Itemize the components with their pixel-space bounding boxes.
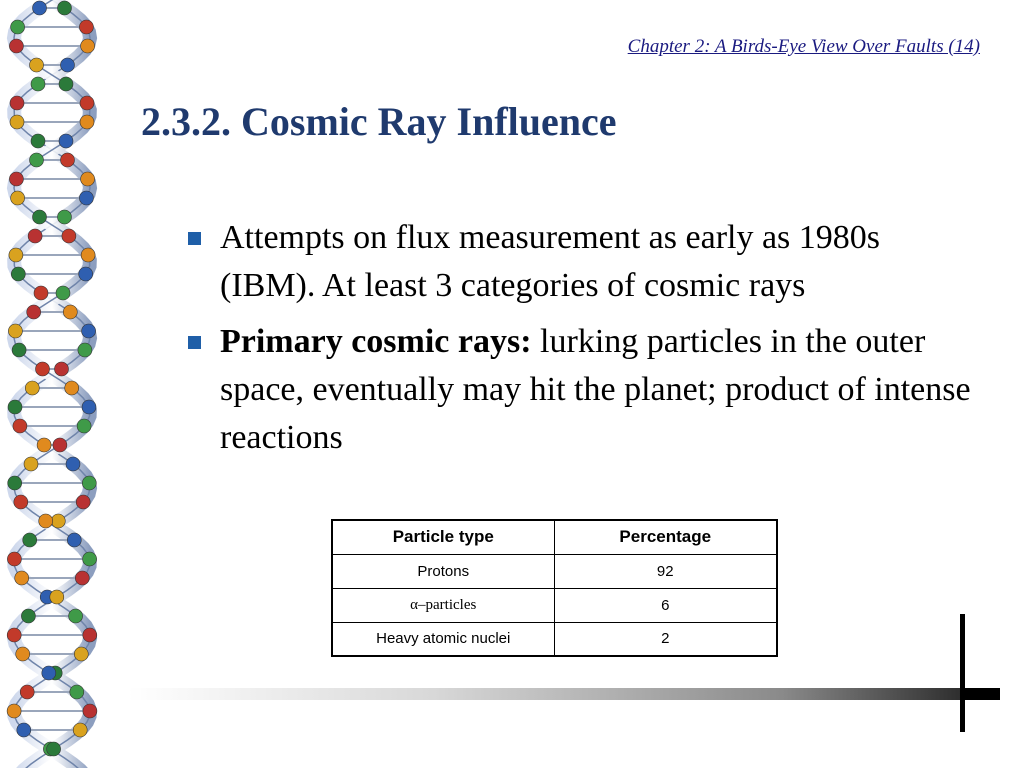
- helix-bead: [47, 742, 61, 756]
- bullet-lead: Primary cosmic rays:: [220, 323, 532, 360]
- helix-bead: [8, 400, 22, 414]
- helix-bead: [42, 666, 56, 680]
- helix-bead: [80, 115, 94, 129]
- table-cell: 92: [554, 554, 777, 588]
- bullet-item: [186, 214, 976, 310]
- table-cell: 6: [554, 588, 777, 622]
- bullet-list: [186, 214, 976, 470]
- helix-bead: [39, 514, 53, 528]
- bullet-text: Attempts on flux measurement as early as 1980s (IBM). At least 3 categories of cosmic rays: [220, 219, 881, 304]
- helix-bead: [31, 77, 45, 91]
- helix-bead: [80, 96, 94, 110]
- chapter-header: Chapter 2: A Birds-Eye View Over Faults (14): [627, 36, 980, 57]
- helix-bead: [10, 96, 24, 110]
- slide-title: 2.3.2. Cosmic Ray Influence: [141, 99, 617, 144]
- helix-bead: [25, 381, 39, 395]
- helix-bead: [24, 457, 38, 471]
- table-row: [332, 554, 777, 588]
- helix-bead: [8, 476, 22, 490]
- helix-bead: [50, 590, 64, 604]
- footer-gradient-bar: [128, 688, 1000, 700]
- helix-bead: [82, 324, 96, 338]
- dna-helix-icon: [0, 0, 110, 768]
- helix-bead: [10, 115, 24, 129]
- helix-bead: [9, 172, 23, 186]
- helix-bead: [34, 286, 48, 300]
- dna-helix-decoration: [0, 0, 110, 768]
- helix-bead: [58, 210, 72, 224]
- table-cell: 2: [554, 622, 777, 656]
- helix-bead: [15, 571, 29, 585]
- column-header: Percentage: [554, 520, 777, 554]
- helix-bead: [23, 533, 37, 547]
- helix-bead: [11, 191, 25, 205]
- helix-bead: [36, 362, 50, 376]
- bullet-text: lurking particles in the outer space, eventually may hit the planet; product of intense reactions: [220, 323, 971, 456]
- helix-bead: [78, 343, 92, 357]
- helix-bead: [59, 134, 73, 148]
- helix-bead: [37, 438, 51, 452]
- helix-bead: [82, 476, 96, 490]
- table-row: [332, 588, 777, 622]
- helix-bead: [14, 495, 28, 509]
- column-header: Particle type: [332, 520, 554, 554]
- square-bullet-icon: [188, 232, 201, 245]
- helix-bead: [62, 229, 76, 243]
- helix-bead: [13, 419, 27, 433]
- helix-bead: [77, 419, 91, 433]
- bullet-item: [186, 318, 976, 462]
- helix-bead: [17, 723, 31, 737]
- helix-bead: [79, 191, 93, 205]
- helix-bead: [81, 248, 95, 262]
- table-cell: Heavy atomic nuclei: [332, 622, 554, 656]
- helix-bead: [83, 628, 97, 642]
- helix-bead: [7, 552, 21, 566]
- helix-bead: [58, 1, 72, 15]
- helix-bead: [69, 609, 83, 623]
- helix-bead: [73, 723, 87, 737]
- helix-bead: [33, 1, 47, 15]
- helix-bead: [16, 647, 30, 661]
- table-header-row: [332, 520, 777, 554]
- helix-bead: [11, 267, 25, 281]
- helix-bead: [33, 210, 47, 224]
- helix-bead: [30, 58, 44, 72]
- helix-bead: [53, 438, 67, 452]
- helix-bead: [61, 58, 75, 72]
- helix-bead: [59, 77, 73, 91]
- helix-bead: [31, 134, 45, 148]
- helix-bead: [66, 457, 80, 471]
- helix-bead: [27, 305, 41, 319]
- footer-bar-end: [960, 688, 1000, 700]
- helix-bead: [65, 381, 79, 395]
- square-bullet-icon: [188, 336, 201, 349]
- helix-bead: [28, 229, 42, 243]
- helix-bead: [81, 172, 95, 186]
- helix-bead: [8, 324, 22, 338]
- helix-bead: [79, 267, 93, 281]
- helix-bead: [79, 20, 93, 34]
- helix-bead: [7, 628, 21, 642]
- helix-bead: [7, 704, 21, 718]
- helix-bead: [55, 362, 69, 376]
- helix-bead: [63, 305, 77, 319]
- helix-bead: [74, 647, 88, 661]
- helix-bead: [83, 704, 97, 718]
- helix-bead: [76, 495, 90, 509]
- helix-bead: [70, 685, 84, 699]
- helix-bead: [9, 39, 23, 53]
- helix-bead: [12, 343, 26, 357]
- helix-bead: [83, 552, 97, 566]
- table-row: [332, 622, 777, 656]
- particle-table: [331, 519, 778, 657]
- helix-bead: [75, 571, 89, 585]
- helix-bead: [9, 248, 23, 262]
- table-cell: α–particles: [332, 588, 554, 622]
- helix-bead: [81, 39, 95, 53]
- helix-bead: [20, 685, 34, 699]
- helix-bead: [51, 514, 65, 528]
- helix-bead: [30, 153, 44, 167]
- footer-vertical-line: [960, 614, 965, 732]
- table-cell: Protons: [332, 554, 554, 588]
- helix-bead: [21, 609, 35, 623]
- helix-bead: [67, 533, 81, 547]
- helix-bead: [82, 400, 96, 414]
- helix-bead: [61, 153, 75, 167]
- helix-bead: [56, 286, 70, 300]
- helix-bead: [11, 20, 25, 34]
